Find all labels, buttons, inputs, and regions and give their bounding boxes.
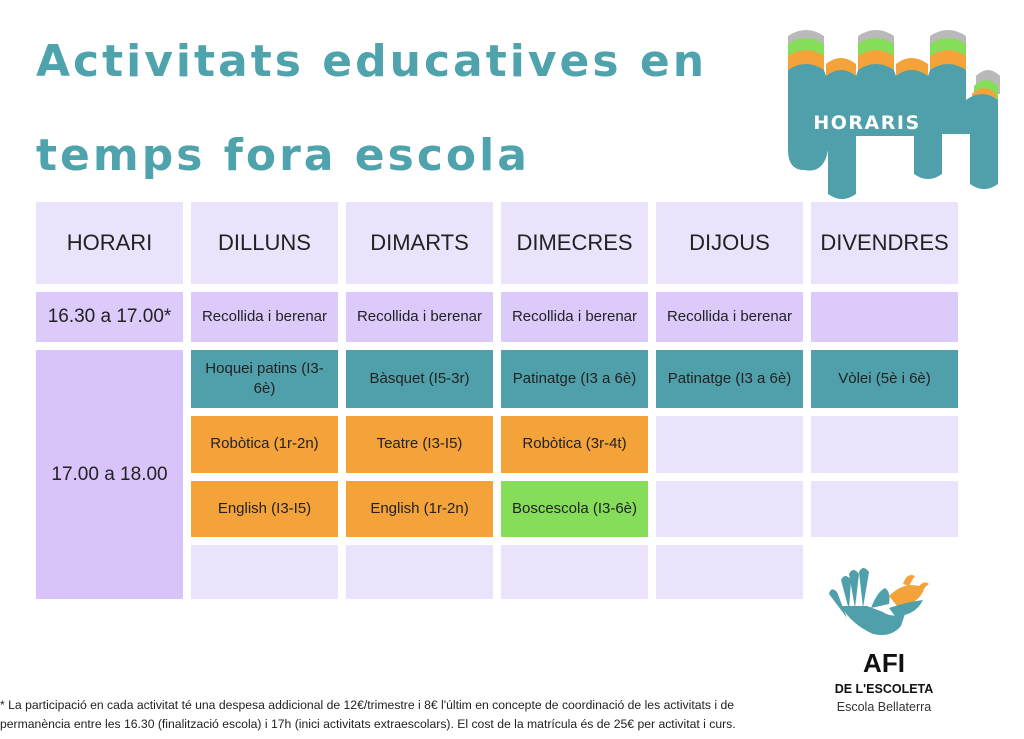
time-slot-1: 16.30 a 17.00*: [36, 292, 183, 342]
header-divendres: DIVENDRES: [811, 202, 958, 284]
time-slot-2: 17.00 a 18.00: [36, 350, 183, 599]
afi-logo-title: AFI: [863, 648, 905, 678]
horaris-badge-label: HORARIS: [813, 112, 921, 134]
slot1-dijous: Recollida i berenar: [656, 292, 803, 342]
footnote: [0, 696, 1024, 734]
afi-logo-school: Escola Bellaterra: [836, 700, 932, 714]
slot1-dimarts: Recollida i berenar: [346, 292, 493, 342]
activity-dijous-4: [656, 545, 803, 599]
activity-dimarts-3: English (1r-2n): [346, 481, 493, 537]
activity-dilluns-4: [191, 545, 338, 599]
activity-dijous-3: [656, 481, 803, 537]
page-title-line-2: temps fora escola: [36, 130, 530, 181]
activity-divendres-1: Vòlei (5è i 6è): [811, 350, 958, 408]
page-title-line-1: Activitats educatives en: [36, 36, 708, 87]
activity-dimecres-3: Boscescola (I3-6è): [501, 481, 648, 537]
slot1-dimecres: Recollida i berenar: [501, 292, 648, 342]
header-dimecres: DIMECRES: [501, 202, 648, 284]
activity-dijous-1: Patinatge (I3 a 6è): [656, 350, 803, 408]
activity-dimarts-2: Teatre (I3-I5): [346, 416, 493, 473]
activity-dimarts-4: [346, 545, 493, 599]
afi-logo-subtitle: DE L'ESCOLETA: [834, 682, 934, 696]
footnote-line-1: * La participació en cada activitat té una despesa addicional de 12€/trimestre i 8€ l'últim en concepte de coordinació de les activitats i de: [0, 698, 735, 712]
horaris-badge: [786, 24, 1004, 200]
activity-dimecres-2: Robòtica (3r-4t): [501, 416, 648, 473]
activity-dilluns-1: Hoquei patins (I3-6è): [191, 350, 338, 408]
activity-dilluns-3: English (I3-I5): [191, 481, 338, 537]
activity-dijous-2: [656, 416, 803, 473]
slot1-divendres: [811, 292, 958, 342]
activity-divendres-3: [811, 481, 958, 537]
activity-divendres-2: [811, 416, 958, 473]
header-horari: HORARI: [36, 202, 183, 284]
header-dilluns: DILLUNS: [191, 202, 338, 284]
activity-dimecres-4: [501, 545, 648, 599]
slot1-dilluns: Recollida i berenar: [191, 292, 338, 342]
activity-dilluns-2: Robòtica (1r-2n): [191, 416, 338, 473]
header-dijous: DIJOUS: [656, 202, 803, 284]
hand-bird-icon: [811, 562, 957, 648]
activity-dimecres-1: Patinatge (I3 a 6è): [501, 350, 648, 408]
header-dimarts: DIMARTS: [346, 202, 493, 284]
activity-dimarts-1: Bàsquet (I5-3r): [346, 350, 493, 408]
footnote-line-2: permanència entre les 16.30 (finalització escola) i 17h (inici activitats extraescolars). El cost de la matrícula és de 25€ per activitat i curs.: [0, 717, 736, 731]
